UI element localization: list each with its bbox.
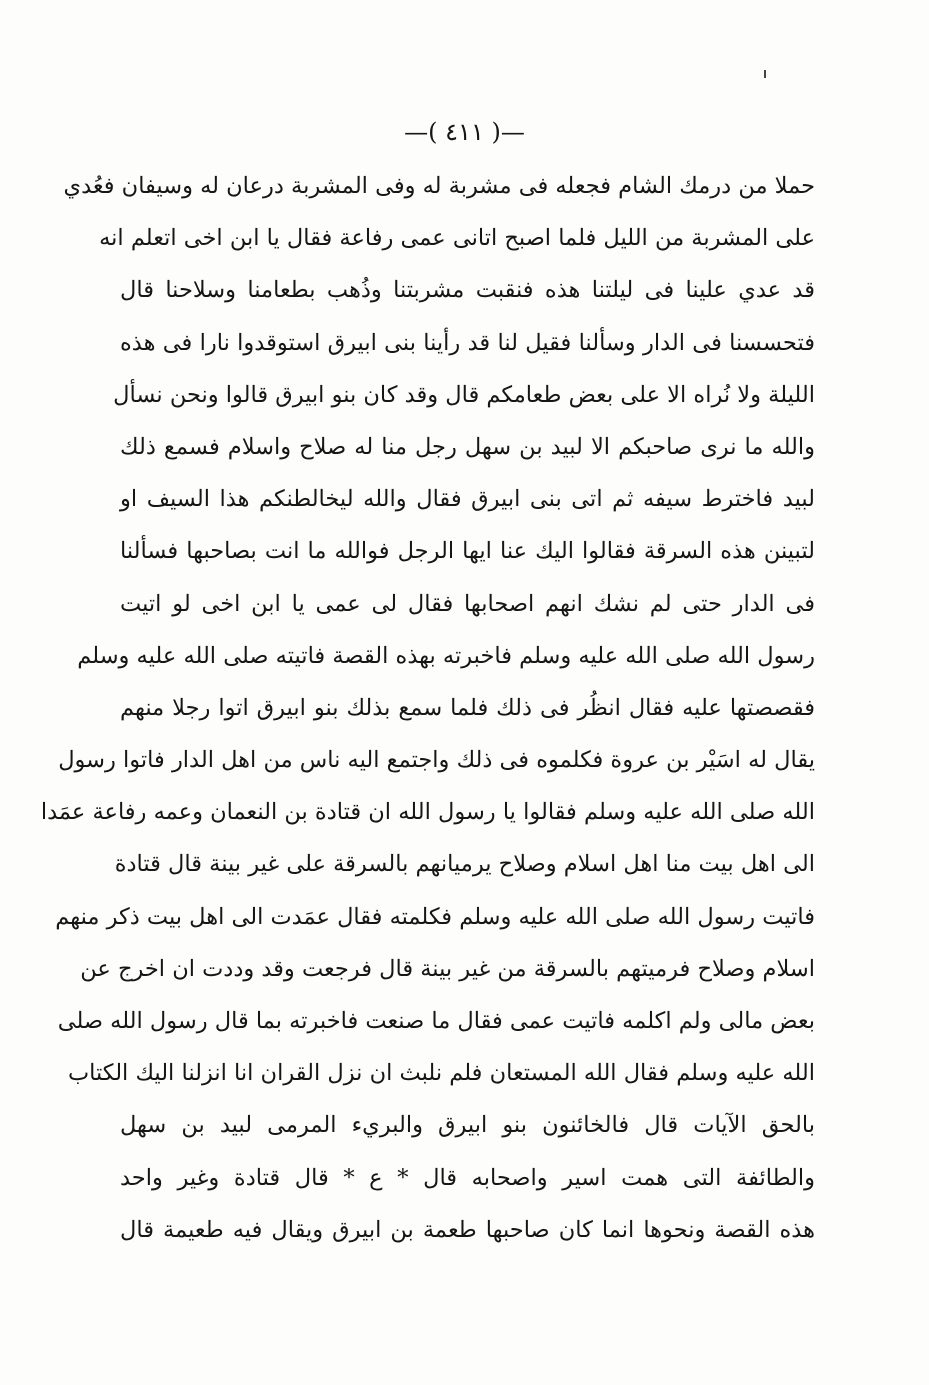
text-line: فاتيت رسول الله صلى الله عليه وسلم فكلمته فقال عمَدت الى اهل بيت ذكر منهم xyxy=(55,903,815,930)
text-line: الليلة ولا نُراه الا على بعض طعامكم قال وقد كان بنو ابيرق قالوا ونحن نسأل xyxy=(113,381,815,408)
text-line: فقصصتها عليه فقال انظُر فى ذلك فلما سمع بذلك بنو ابيرق اتوا رجلا منهم xyxy=(120,694,815,721)
text-line: فتحسسنا فى الدار وسألنا فقيل لنا قد رأينا بنى ابيرق استوقدوا نارا فى هذه xyxy=(120,329,815,356)
text-line: لتبينن هذه السرقة فقالوا اليك عنا ايها الرجل فوالله ما انت بصاحبها فسألنا xyxy=(120,538,815,565)
text-line: الله صلى الله عليه وسلم فقالوا يا رسول الله ان قتادة بن النعمان وعمه رفاعة عمَدا xyxy=(40,799,815,826)
text-line: والطائفة التى همت اسير واصحابه قال * ع * قال قتادة وغير واحد xyxy=(120,1164,815,1191)
text-line: لبيد فاخترط سيفه ثم اتى بنى ابيرق فقال والله ليخالطنكم هذا السيف او xyxy=(120,486,815,513)
text-line: فى الدار حتى لم نشك انهم اصحابها فقال لى عمى يا ابن اخى لو اتيت xyxy=(120,590,815,617)
text-line: الله عليه وسلم فقال الله المستعان فلم نلبث ان نزل القران انا انزلنا اليك الكتاب xyxy=(67,1060,815,1087)
text-line: الى اهل بيت منا اهل اسلام وصلاح يرميانهم بالسرقة على غير بينة قال قتادة xyxy=(114,851,815,878)
text-line: على المشربة من الليل فلما اصبح اتانى عمى رفاعة فقال يا ابن اخى اتعلم انه xyxy=(99,225,815,252)
text-line: بعض مالى ولم اكلمه فاتيت عمى فقال ما صنعت فاخبرته بما قال رسول الله صلى xyxy=(57,1008,815,1034)
text-line: يقال له اسَيْر بن عروة فكلموه فى ذلك واجتمع اليه ناس من اهل الدار فاتوا رسول xyxy=(58,747,815,774)
text-line: حملا من درمك الشام فجعله فى مشربة له وفى المشربة درعان له وسيفان فعُدي xyxy=(63,173,815,199)
text-line: هذه القصة ونحوها انما كان صاحبها طعمة بن ابيرق ويقال فيه طعيمة قال xyxy=(120,1216,815,1243)
page-number: —( ٤١١ )— xyxy=(404,118,525,146)
text-line: والله ما نرى صاحبكم الا لبيد بن سهل رجل منا له صلاح واسلام فسمع ذلك xyxy=(120,433,815,460)
stray-ink-mark xyxy=(764,70,766,78)
text-line: رسول الله صلى الله عليه وسلم فاخبرته بهذه القصة فاتيته صلى الله عليه وسلم xyxy=(77,642,815,669)
text-line: بالحق الآيات قال فالخائنون بنو ابيرق والبريء المرمى لبيد بن سهل xyxy=(120,1112,815,1139)
arabic-text-body xyxy=(40,160,815,1256)
text-line: اسلام وصلاح فرميتهم بالسرقة من غير بينة قال فرجعت وقد وددت ان اخرج عن xyxy=(80,955,815,982)
text-line: قد عدي علينا فى ليلتنا هذه فنقبت مشربتنا وذُهب بطعامنا وسلاحنا قال xyxy=(120,277,815,304)
